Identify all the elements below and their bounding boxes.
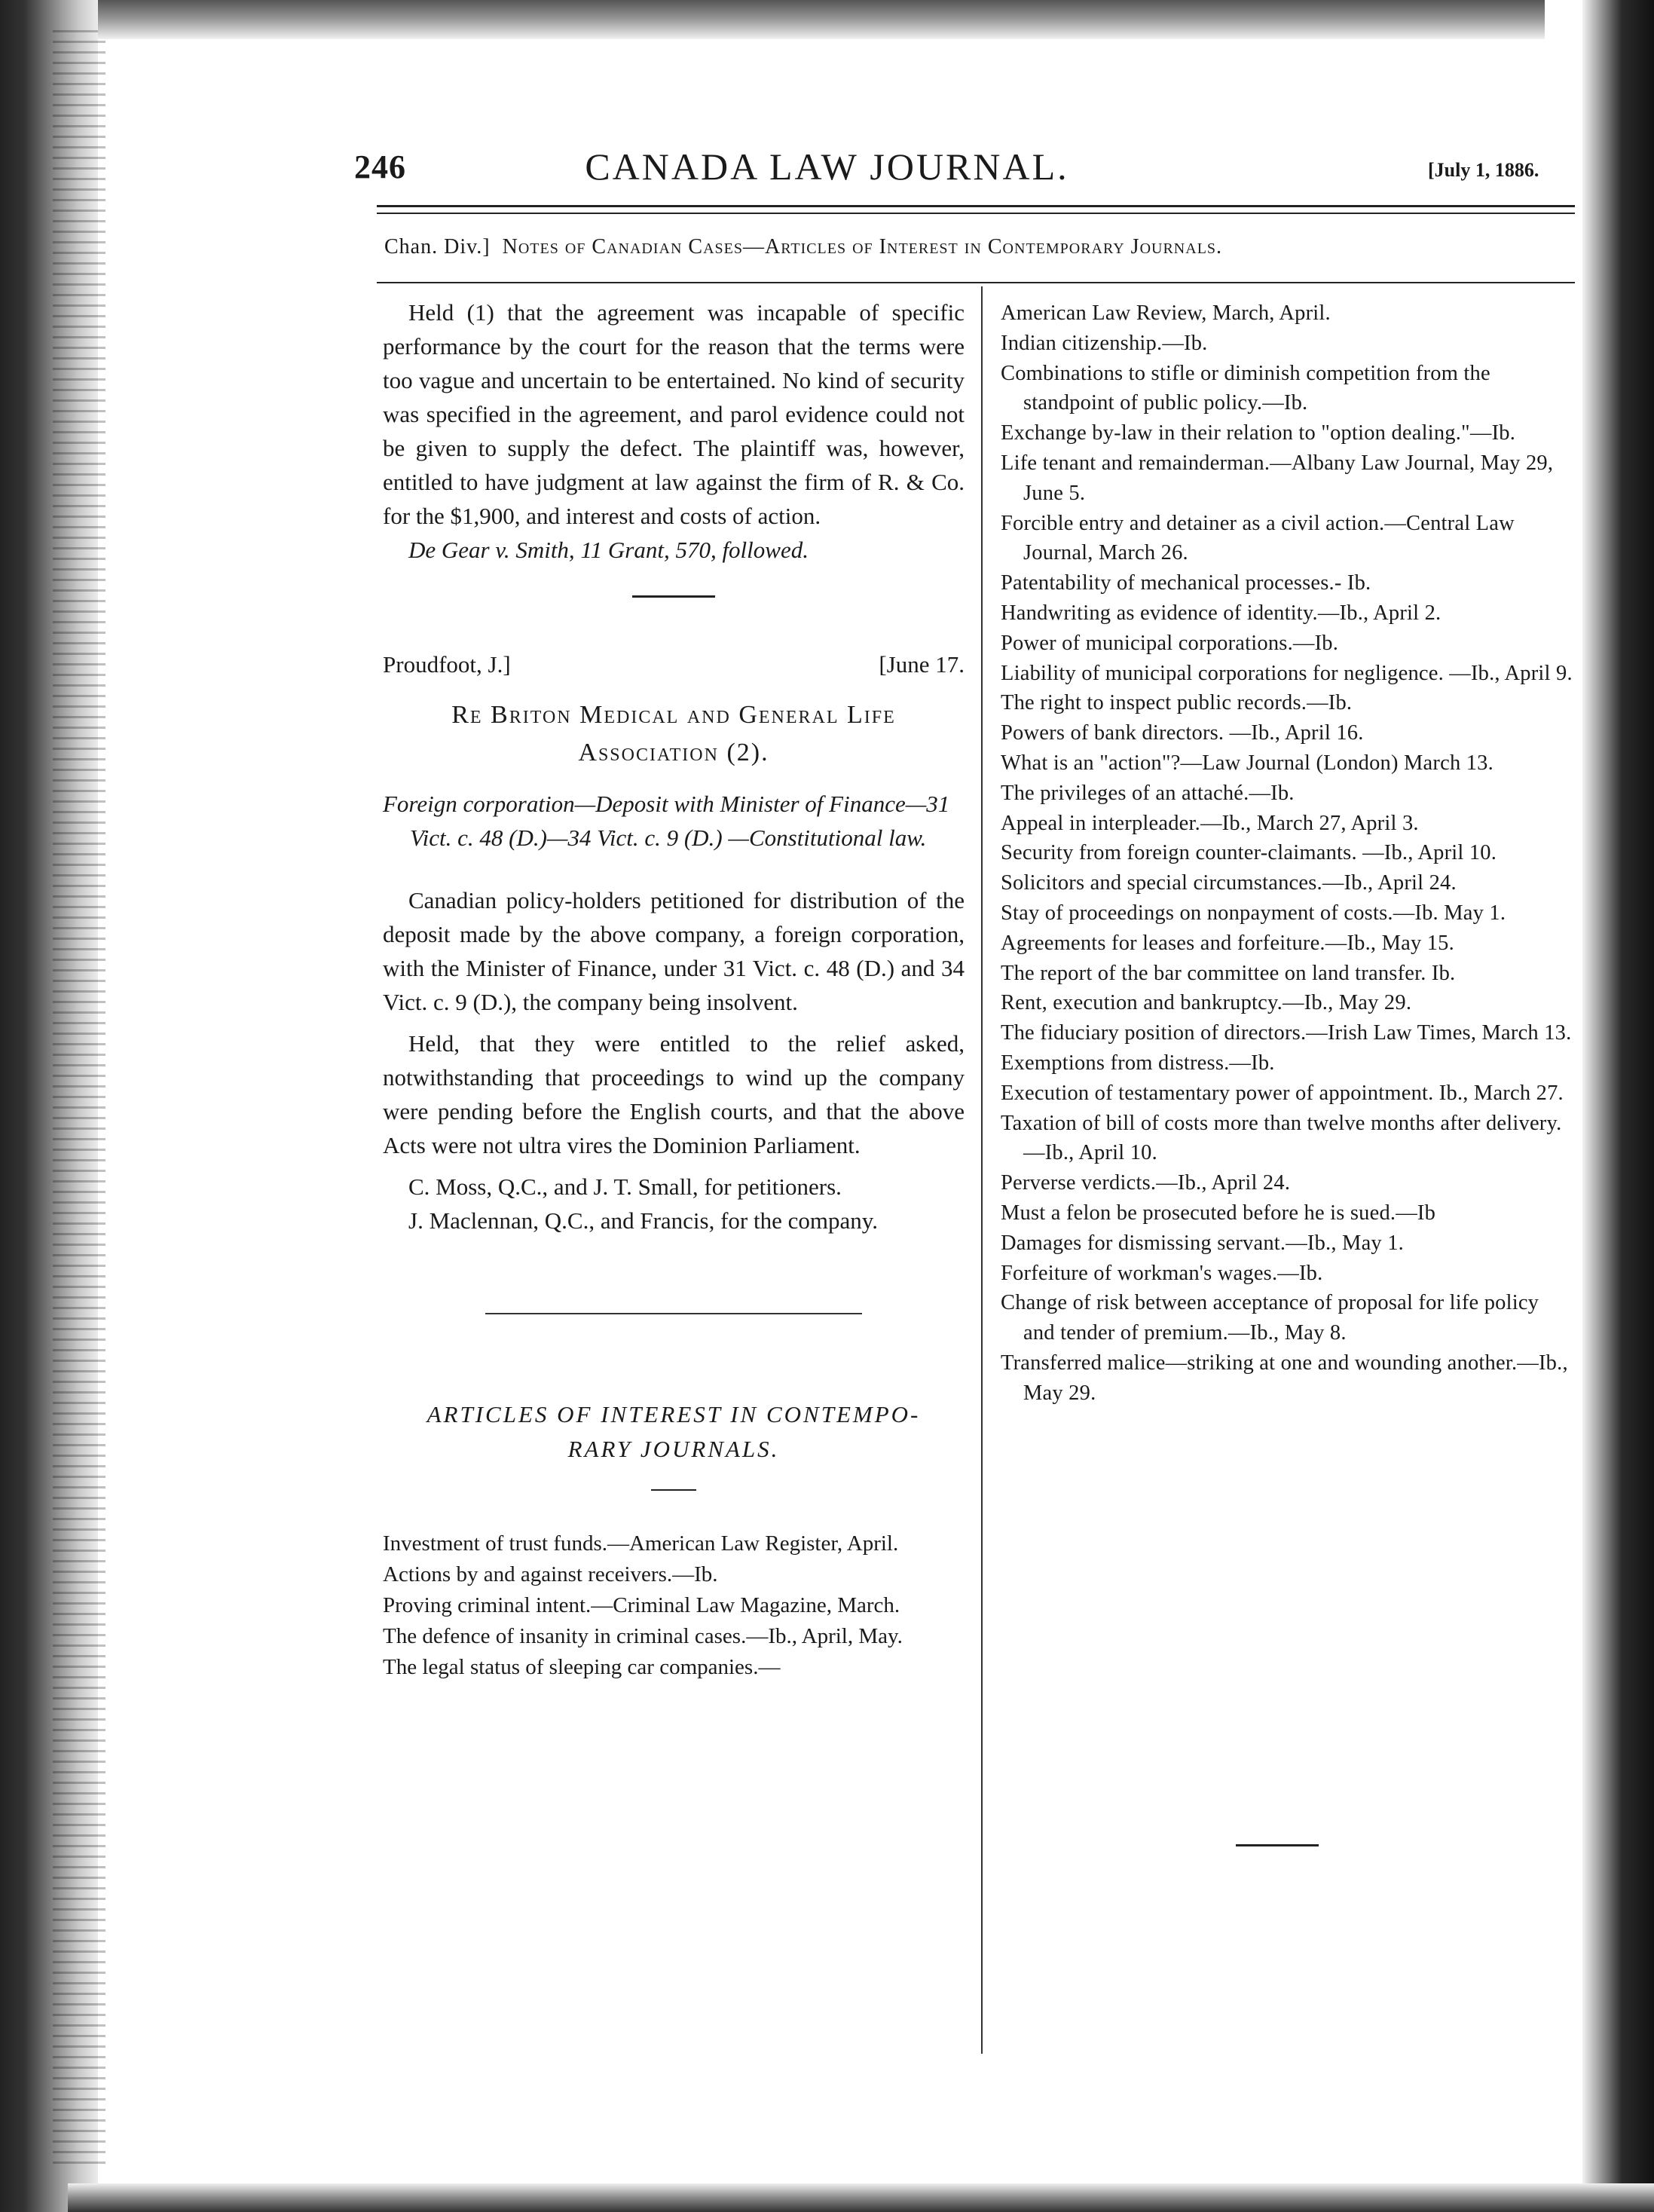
article-entry: Proving criminal intent.—Criminal Law Magazine, March. bbox=[383, 1593, 900, 1617]
right-column bbox=[1001, 298, 1575, 1408]
article-entry: Execution of testamentary power of appointment. Ib., March 27. bbox=[1001, 1081, 1564, 1105]
article-entry: Must a felon be prosecuted before he is sued.—Ib bbox=[1001, 1201, 1436, 1225]
counsel-company: J. Maclennan, Q.C., and Francis, for the company. bbox=[408, 1207, 878, 1234]
journal-title: CANADA LAW JOURNAL. bbox=[585, 145, 1069, 188]
article-entry: The legal status of sleeping car companies.— bbox=[383, 1655, 781, 1679]
case-title-line2: Association (2). bbox=[578, 739, 769, 766]
article-entry: Exchange by-law in their relation to "option dealing."—Ib. bbox=[1001, 421, 1516, 445]
article-entry: Life tenant and remainderman.—Albany Law Journal, May 29, June 5. bbox=[1001, 451, 1554, 505]
page-number: 246 bbox=[354, 148, 406, 185]
article-entry: Transferred malice—striking at one and wounding another.—Ib., May 29. bbox=[1001, 1351, 1568, 1405]
article-entry: Actions by and against receivers.—Ib. bbox=[383, 1562, 718, 1586]
section-heading-line1: ARTICLES OF INTEREST IN CONTEMPO- bbox=[426, 1401, 921, 1427]
column-end-rule bbox=[1236, 1844, 1319, 1846]
article-entry: Solicitors and special circumstances.—Ib., April 24. bbox=[1001, 871, 1457, 895]
article-entry: Perverse verdicts.—Ib., April 24. bbox=[1001, 1171, 1291, 1195]
article-entry: American Law Review, March, April. bbox=[1001, 301, 1331, 325]
article-entry: The fiduciary position of directors.—Irish Law Times, March 13. bbox=[1001, 1021, 1572, 1045]
article-entry: Damages for dismissing servant.—Ib., May 1. bbox=[1001, 1231, 1404, 1255]
running-head bbox=[384, 235, 1222, 259]
issue-date: [July 1, 1886. bbox=[1428, 159, 1539, 181]
case-title-line1: Re Briton Medical and General Life bbox=[451, 701, 896, 729]
article-entry: The right to inspect public records.—Ib. bbox=[1001, 691, 1353, 715]
article-entry: What is an "action"?—Law Journal (London) March 13. bbox=[1001, 751, 1493, 775]
judge-name: Proudfoot, J.] bbox=[383, 651, 511, 678]
binding-edge bbox=[53, 30, 105, 2171]
header-double-rule bbox=[377, 205, 1575, 214]
article-entry: Appeal in interpleader.—Ib., March 27, April 3. bbox=[1001, 811, 1419, 835]
article-entry: Stay of proceedings on nonpayment of costs.—Ib. May 1. bbox=[1001, 901, 1506, 925]
article-entry: The report of the bar committee on land transfer. Ib. bbox=[1001, 961, 1456, 985]
article-entry: Power of municipal corporations.—Ib. bbox=[1001, 631, 1339, 655]
scan-right-edge bbox=[1582, 0, 1654, 2212]
running-head-title: Notes of Canadian Cases—Articles of Interest in Contemporary Journals. bbox=[502, 235, 1223, 259]
article-entry: The defence of insanity in criminal cases.—Ib., April, May. bbox=[383, 1624, 903, 1648]
article-entry: Investment of trust funds.—American Law Register, April. bbox=[383, 1531, 899, 1556]
header-rule bbox=[377, 282, 1575, 283]
left-column bbox=[383, 295, 965, 1683]
judge-line bbox=[383, 647, 965, 681]
headnote: Foreign corporation—Deposit with Minister of Finance—31 Vict. c. 48 (D.)—34 Vict. c. 9 (D.) —Constitutional law. bbox=[383, 791, 950, 851]
article-entry: Forfeiture of workman's wages.—Ib. bbox=[1001, 1261, 1323, 1285]
article-entry: Change of risk between acceptance of proposal for life policy and tender of premium.—Ib., May 8. bbox=[1001, 1291, 1539, 1345]
article-entry: Indian citizenship.—Ib. bbox=[1001, 331, 1208, 355]
running-head-division: Chan. Div.] bbox=[384, 235, 491, 259]
article-entry: Rent, execution and bankruptcy.—Ib., May 29. bbox=[1001, 991, 1412, 1015]
article-entry: Handwriting as evidence of identity.—Ib., April 2. bbox=[1001, 601, 1442, 625]
counsel-petitioners: C. Moss, Q.C., and J. T. Small, for petitioners. bbox=[408, 1173, 842, 1200]
article-entry: Liability of municipal corporations for negligence. —Ib., April 9. bbox=[1001, 661, 1573, 685]
article-entry: Combinations to stifle or diminish competition from the standpoint of public policy.—Ib. bbox=[1001, 361, 1490, 415]
article-entry: Powers of bank directors. —Ib., April 16. bbox=[1001, 721, 1364, 745]
case-holding: Held, that they were entitled to the relief asked, notwithstanding that proceedings to wind up the company were pending before the English courts, and that the above Acts were not ultra vires the Dominion Parliament. bbox=[383, 1030, 965, 1158]
section-heading-line2: RARY JOURNALS. bbox=[567, 1436, 780, 1462]
held-paragraph: Held (1) that the agreement was incapable of specific performance by the court for the reason that the terms were too vague and uncertain to be entertained. No kind of security was specified in the agreement, and parol evidence could not be given to supply the defect. The plaintiff was, however, entitled to have judgment at law against the firm of R. & Co. for the $1,900, and interest and costs of action. bbox=[383, 299, 965, 529]
column-divider bbox=[981, 286, 983, 2054]
judgment-date: [June 17. bbox=[879, 651, 965, 678]
article-entry: Taxation of bill of costs more than twelve months after delivery.—Ib., April 10. bbox=[1001, 1111, 1562, 1165]
article-entry: The privileges of an attaché.—Ib. bbox=[1001, 781, 1295, 805]
article-entry: Forcible entry and detainer as a civil action.—Central Law Journal, March 26. bbox=[1001, 511, 1515, 565]
article-entry: Patentability of mechanical processes.- Ib. bbox=[1001, 571, 1371, 595]
scan-top-edge bbox=[98, 0, 1545, 39]
followed-case: De Gear v. Smith, 11 Grant, 570, followed. bbox=[408, 537, 809, 563]
article-entry: Security from foreign counter-claimants. —Ib., April 10. bbox=[1001, 841, 1497, 865]
case-facts: Canadian policy-holders petitioned for distribution of the deposit made by the above company, a foreign corporation, with the Minister of Finance, under 31 Vict. c. 48 (D.) and 34 Vict. c. 9 (D.), the company being insolvent. bbox=[383, 887, 965, 1015]
article-entry: Exemptions from distress.—Ib. bbox=[1001, 1051, 1275, 1075]
article-entry: Agreements for leases and forfeiture.—Ib., May 15. bbox=[1001, 931, 1454, 955]
scan-bottom-edge bbox=[68, 2183, 1654, 2212]
